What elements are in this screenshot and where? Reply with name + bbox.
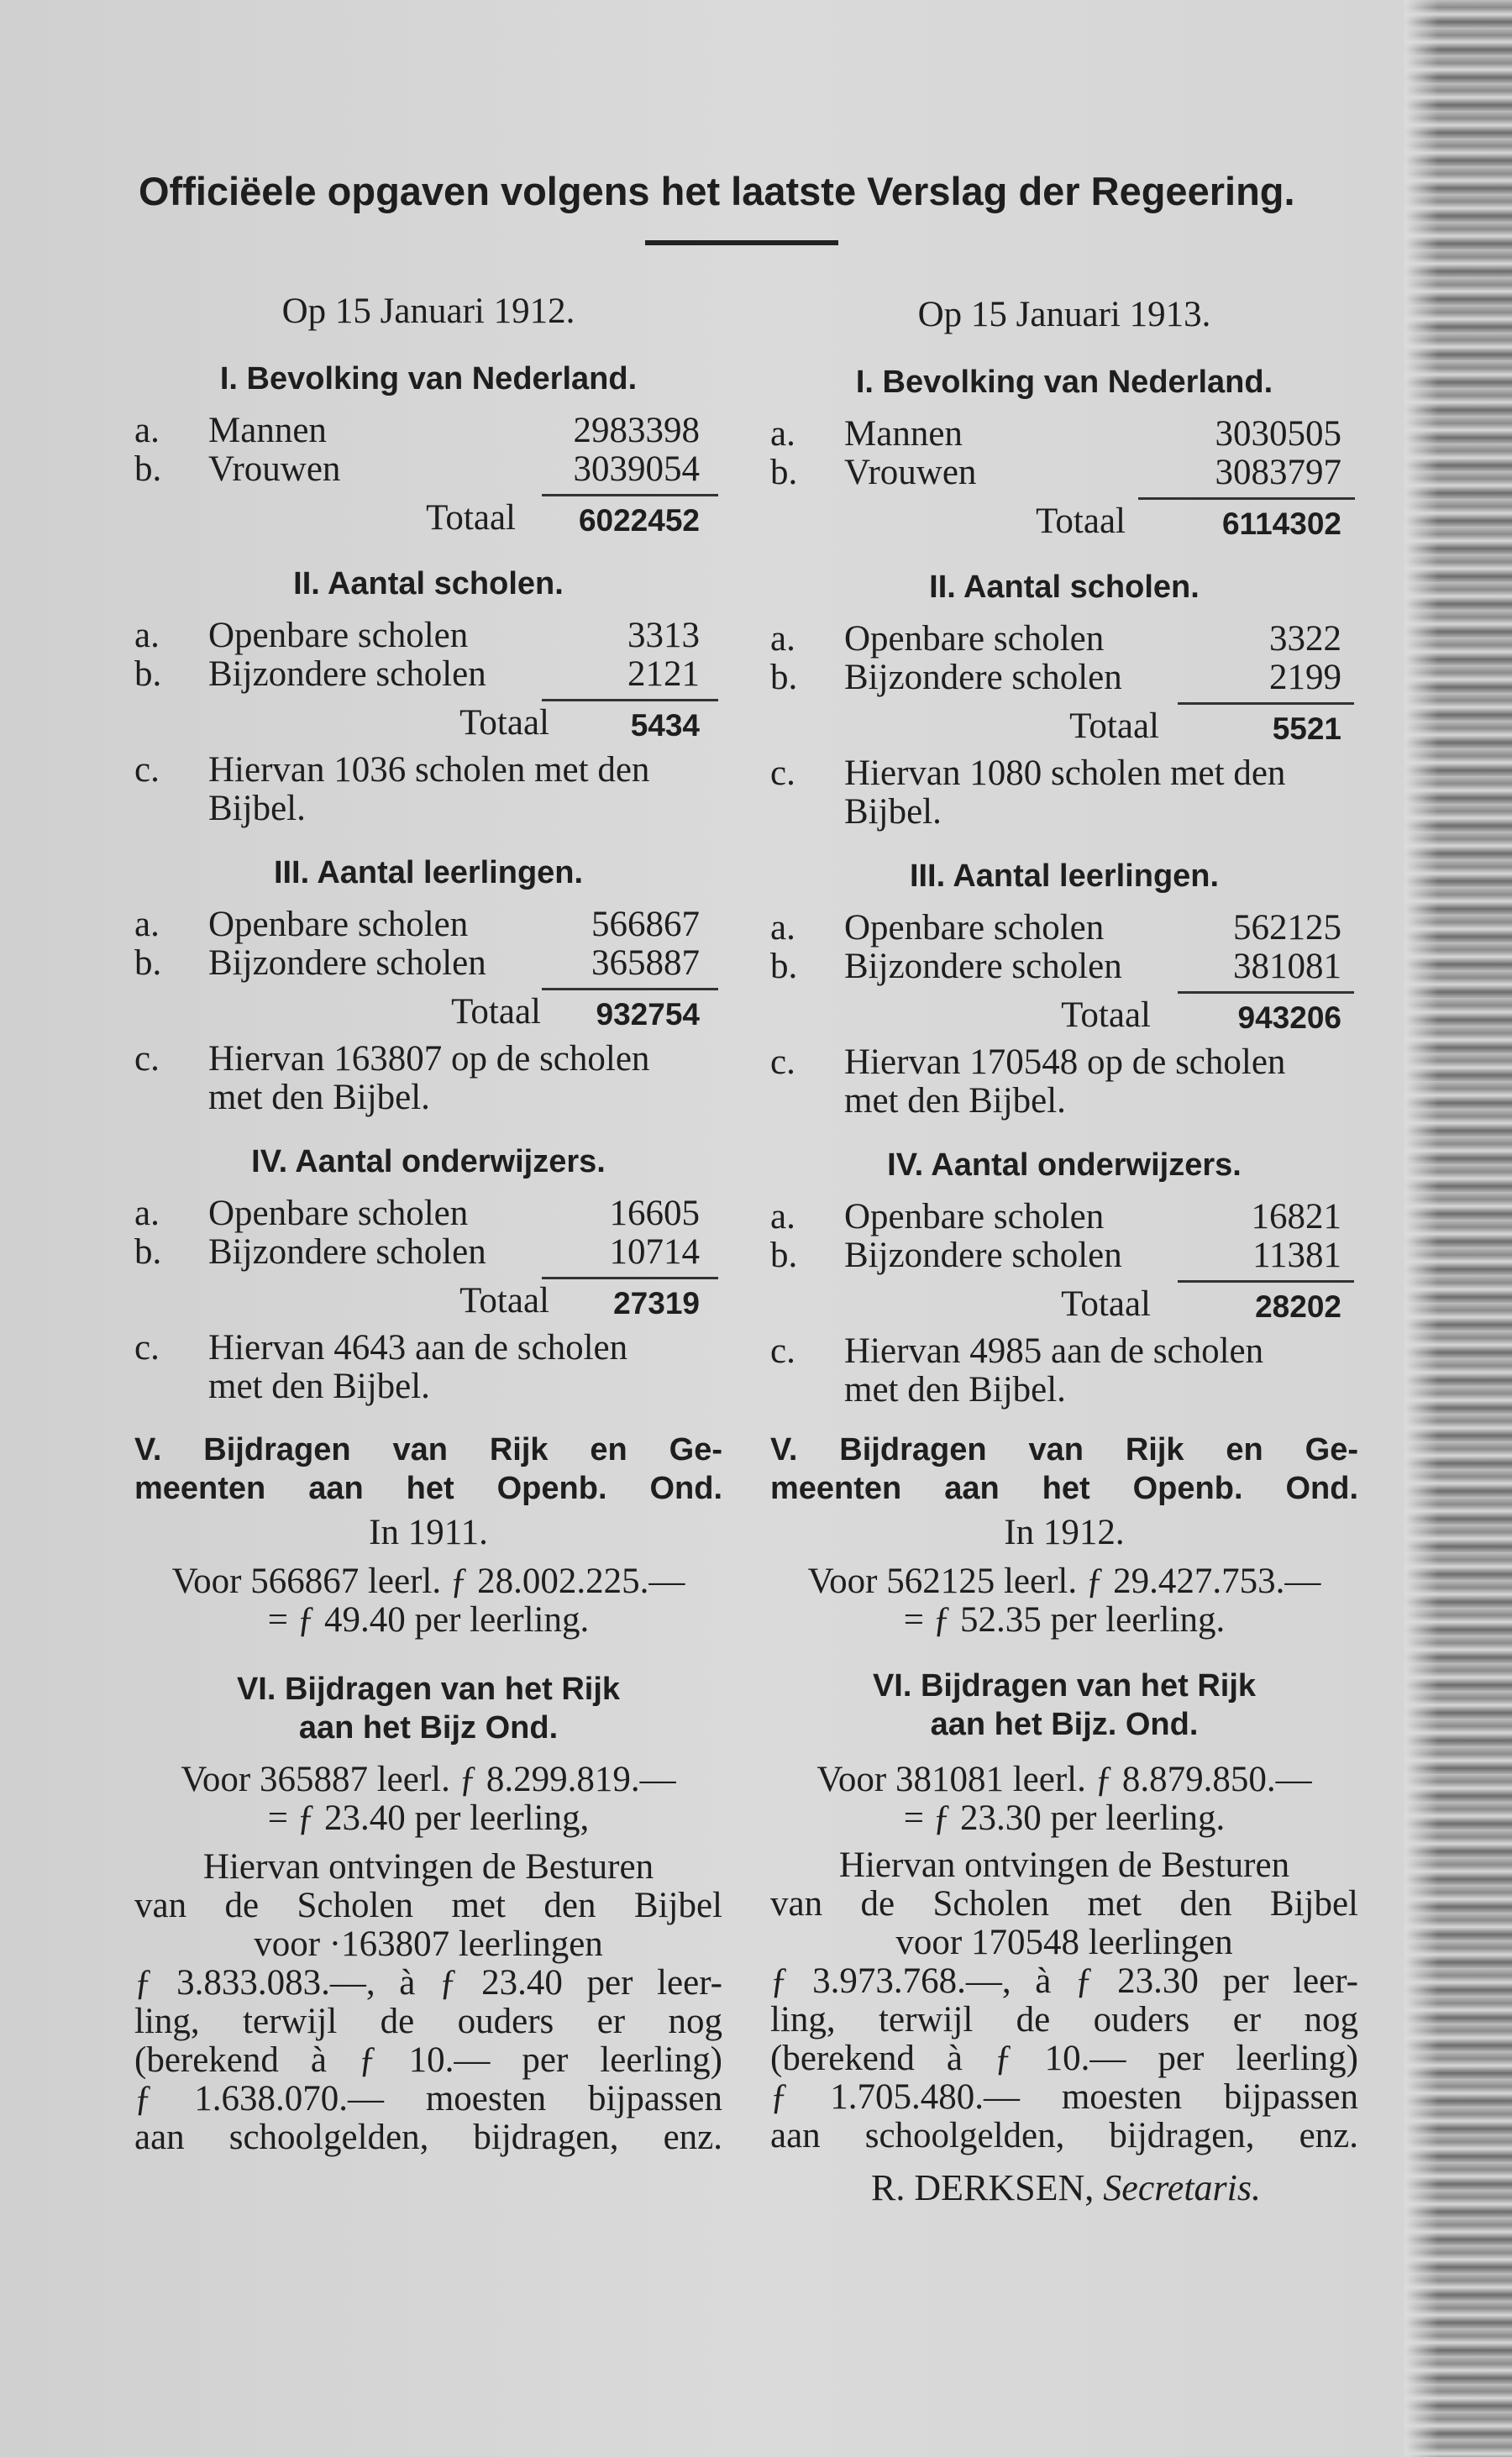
- section-heading-bijdragen-openb-cont: meenten aan het Openb. Ond.: [134, 1471, 722, 1506]
- contribution-line: = ƒ 23.30 per leerling.: [903, 1798, 1226, 1838]
- row-value: 2121: [627, 654, 700, 694]
- section-heading-leerlingen: III. Aantal leerlingen.: [273, 855, 584, 890]
- contribution-line: = ƒ 23.40 per leerling,: [267, 1798, 590, 1838]
- total-label: Totaal: [1036, 501, 1126, 541]
- sum-rule: [542, 988, 718, 990]
- section-heading-bijdragen-bijz: VI. Bijdragen van het Rijk: [236, 1672, 621, 1707]
- row-value: 2983398: [573, 411, 700, 450]
- row-value: 16821: [1251, 1197, 1341, 1236]
- note-label: c.: [134, 1328, 160, 1368]
- row-text: Openbare scholen: [208, 905, 469, 944]
- note-line: met den Bijbel.: [208, 1367, 430, 1406]
- signature-role: Secretaris.: [1103, 2167, 1262, 2208]
- paragraph-line: ƒ 1.638.070.— moesten bijpassen: [134, 2079, 722, 2118]
- column-date: Op 15 Januari 1913.: [917, 295, 1211, 334]
- row-text: Bijzondere scholen: [844, 1236, 1122, 1275]
- row-text: Openbare scholen: [208, 616, 469, 655]
- section-heading-bevolking: I. Bevolking van Nederland.: [219, 361, 638, 396]
- total-label: Totaal: [459, 1281, 549, 1320]
- paragraph-line: ling, terwijl de ouders er nog: [770, 2000, 1358, 2040]
- note-label: c.: [770, 1331, 795, 1371]
- row-value: 3322: [1269, 619, 1341, 659]
- row-value: 3083797: [1215, 453, 1341, 492]
- note-line: met den Bijbel.: [844, 1081, 1066, 1121]
- contribution-line: Voor 365887 leerl. ƒ 8.299.819.—: [181, 1760, 676, 1799]
- row-text: Bijzondere scholen: [844, 658, 1122, 697]
- row-value: 381081: [1233, 947, 1341, 986]
- sum-rule: [1178, 1280, 1354, 1283]
- page-edge-scan-border: [1404, 0, 1512, 2457]
- row-label: b.: [770, 947, 798, 986]
- section-heading-bijdragen-bijz: VI. Bijdragen van het Rijk: [872, 1668, 1257, 1704]
- row-label: a.: [770, 1197, 795, 1236]
- note-line: Hiervan 163807 op de scholen: [208, 1039, 650, 1079]
- total-label: Totaal: [1069, 706, 1159, 746]
- note-line: Hiervan 1036 scholen met den: [208, 750, 650, 790]
- paragraph-line: ƒ 3.833.083.—, à ƒ 23.40 per leer-: [134, 1963, 722, 2003]
- section-heading-onderwijzers: IV. Aantal onderwijzers.: [251, 1144, 606, 1179]
- row-label: b.: [134, 449, 162, 489]
- note-label: c.: [770, 753, 795, 793]
- section-heading-leerlingen: III. Aantal leerlingen.: [909, 858, 1220, 894]
- contribution-line: = ƒ 52.35 per leerling.: [903, 1600, 1226, 1640]
- row-label: b.: [134, 943, 162, 983]
- note-line: Bijbel.: [844, 792, 942, 832]
- section-heading-scholen: II. Aantal scholen.: [293, 566, 564, 601]
- section-heading-scholen: II. Aantal scholen.: [929, 570, 1200, 605]
- contribution-line: = ƒ 49.40 per leerling.: [267, 1600, 590, 1640]
- sum-rule: [542, 699, 718, 701]
- note-label: c.: [770, 1042, 795, 1082]
- row-label: b.: [770, 453, 798, 492]
- note-label: c.: [134, 1039, 160, 1079]
- note-line: Hiervan 170548 op de scholen: [844, 1042, 1286, 1082]
- row-label: a.: [134, 1194, 160, 1233]
- note-line: Hiervan 4985 aan de scholen: [844, 1331, 1264, 1371]
- total-value: 932754: [596, 997, 700, 1032]
- row-text: Openbare scholen: [844, 619, 1105, 659]
- section-year: In 1911.: [369, 1513, 488, 1552]
- title-divider: [645, 240, 838, 245]
- row-text: Vrouwen: [844, 453, 977, 492]
- paragraph-line: aan schoolgelden, bijdragen, enz.: [134, 2118, 722, 2157]
- row-text: Openbare scholen: [844, 1197, 1105, 1236]
- section-heading-bijdragen-bijz-cont: aan het Bijz Ond.: [298, 1710, 559, 1746]
- section-year: In 1912.: [1004, 1513, 1125, 1552]
- page-title: Officiëele opgaven volgens het laatste Verslag der Regeering.: [139, 169, 1295, 213]
- total-label: Totaal: [459, 703, 549, 743]
- total-value: 6022452: [578, 503, 700, 538]
- paragraph-line: voor 170548 leerlingen: [895, 1923, 1233, 1962]
- paragraph-line: Hiervan ontvingen de Besturen: [838, 1845, 1290, 1885]
- section-heading-bijdragen-openb-cont: meenten aan het Openb. Ond.: [770, 1471, 1358, 1506]
- row-label: a.: [134, 616, 160, 655]
- sum-rule: [542, 1277, 718, 1279]
- contribution-line: Voor 562125 leerl. ƒ 29.427.753.—: [807, 1562, 1321, 1601]
- note-line: Hiervan 1080 scholen met den: [844, 753, 1286, 793]
- paragraph-line: ling, terwijl de ouders er nog: [134, 2002, 722, 2041]
- row-label: a.: [770, 619, 795, 659]
- signature: [871, 2169, 1261, 2208]
- row-text: Bijzondere scholen: [208, 654, 486, 694]
- paragraph-line: (berekend à ƒ 10.— per leerling): [770, 2039, 1358, 2078]
- row-label: b.: [134, 654, 162, 694]
- row-label: b.: [770, 1236, 798, 1275]
- row-value: 2199: [1269, 658, 1341, 697]
- row-text: Bijzondere scholen: [844, 947, 1122, 986]
- row-label: a.: [134, 905, 160, 944]
- signature-name: R. DERKSEN,: [871, 2167, 1095, 2208]
- total-value: 28202: [1255, 1289, 1341, 1324]
- row-value: 562125: [1233, 908, 1341, 948]
- total-value: 5434: [630, 708, 700, 743]
- row-label: a.: [770, 908, 795, 948]
- row-label: a.: [770, 414, 795, 454]
- total-value: 943206: [1237, 1000, 1341, 1035]
- column-date: Op 15 Januari 1912.: [281, 291, 575, 331]
- row-text: Mannen: [844, 414, 963, 454]
- row-text: Openbare scholen: [844, 908, 1105, 948]
- paragraph-line: voor ·163807 leerlingen: [254, 1924, 603, 1964]
- section-heading-onderwijzers: IV. Aantal onderwijzers.: [887, 1147, 1242, 1183]
- total-value: 6114302: [1221, 507, 1341, 541]
- paragraph-line: ƒ 3.973.768.—, à ƒ 23.30 per leer-: [770, 1961, 1358, 2001]
- paragraph-line: aan schoolgelden, bijdragen, enz.: [770, 2116, 1358, 2155]
- row-text: Vrouwen: [208, 449, 341, 489]
- row-value: 365887: [591, 943, 700, 983]
- paragraph-line: Hiervan ontvingen de Besturen: [202, 1847, 654, 1887]
- paragraph-line: ƒ 1.705.480.— moesten bijpassen: [770, 2077, 1358, 2117]
- sum-rule: [1178, 991, 1354, 994]
- sum-rule: [1138, 497, 1355, 500]
- row-value: 16605: [609, 1194, 700, 1233]
- row-text: Openbare scholen: [208, 1194, 469, 1233]
- total-label: Totaal: [451, 992, 541, 1032]
- row-label: b.: [134, 1232, 162, 1272]
- note-label: c.: [134, 750, 160, 790]
- row-value: 3039054: [573, 449, 700, 489]
- paragraph-line: van de Scholen met den Bijbel: [134, 1886, 722, 1925]
- row-value: 3030505: [1215, 414, 1341, 454]
- paragraph-line: (berekend à ƒ 10.— per leerling): [134, 2040, 722, 2080]
- paragraph-line: van de Scholen met den Bijbel: [770, 1884, 1358, 1924]
- section-heading-bevolking: I. Bevolking van Nederland.: [855, 365, 1273, 400]
- note-line: Bijbel.: [208, 789, 306, 828]
- note-line: met den Bijbel.: [208, 1078, 430, 1117]
- sum-rule: [542, 494, 718, 496]
- row-label: b.: [770, 658, 798, 697]
- section-heading-bijdragen-bijz-cont: aan het Bijz. Ond.: [930, 1707, 1199, 1742]
- note-line: met den Bijbel.: [844, 1370, 1066, 1410]
- contribution-line: Voor 381081 leerl. ƒ 8.879.850.—: [816, 1760, 1312, 1799]
- row-text: Mannen: [208, 411, 327, 450]
- row-value: 10714: [609, 1232, 700, 1272]
- total-value: 27319: [613, 1286, 700, 1320]
- note-line: Hiervan 4643 aan de scholen: [208, 1328, 628, 1368]
- row-label: a.: [134, 411, 160, 450]
- row-value: 566867: [591, 905, 700, 944]
- section-heading-bijdragen-openb: V. Bijdragen van Rijk en Ge-: [770, 1432, 1358, 1467]
- row-text: Bijzondere scholen: [208, 1232, 486, 1272]
- total-label: Totaal: [426, 498, 516, 538]
- total-label: Totaal: [1061, 995, 1151, 1035]
- sum-rule: [1178, 702, 1354, 705]
- section-heading-bijdragen-openb: V. Bijdragen van Rijk en Ge-: [134, 1432, 722, 1467]
- row-text: Bijzondere scholen: [208, 943, 486, 983]
- contribution-line: Voor 566867 leerl. ƒ 28.002.225.—: [171, 1562, 685, 1601]
- total-value: 5521: [1272, 711, 1341, 746]
- total-label: Totaal: [1061, 1284, 1151, 1324]
- row-value: 3313: [627, 616, 700, 655]
- row-value: 11381: [1252, 1236, 1341, 1275]
